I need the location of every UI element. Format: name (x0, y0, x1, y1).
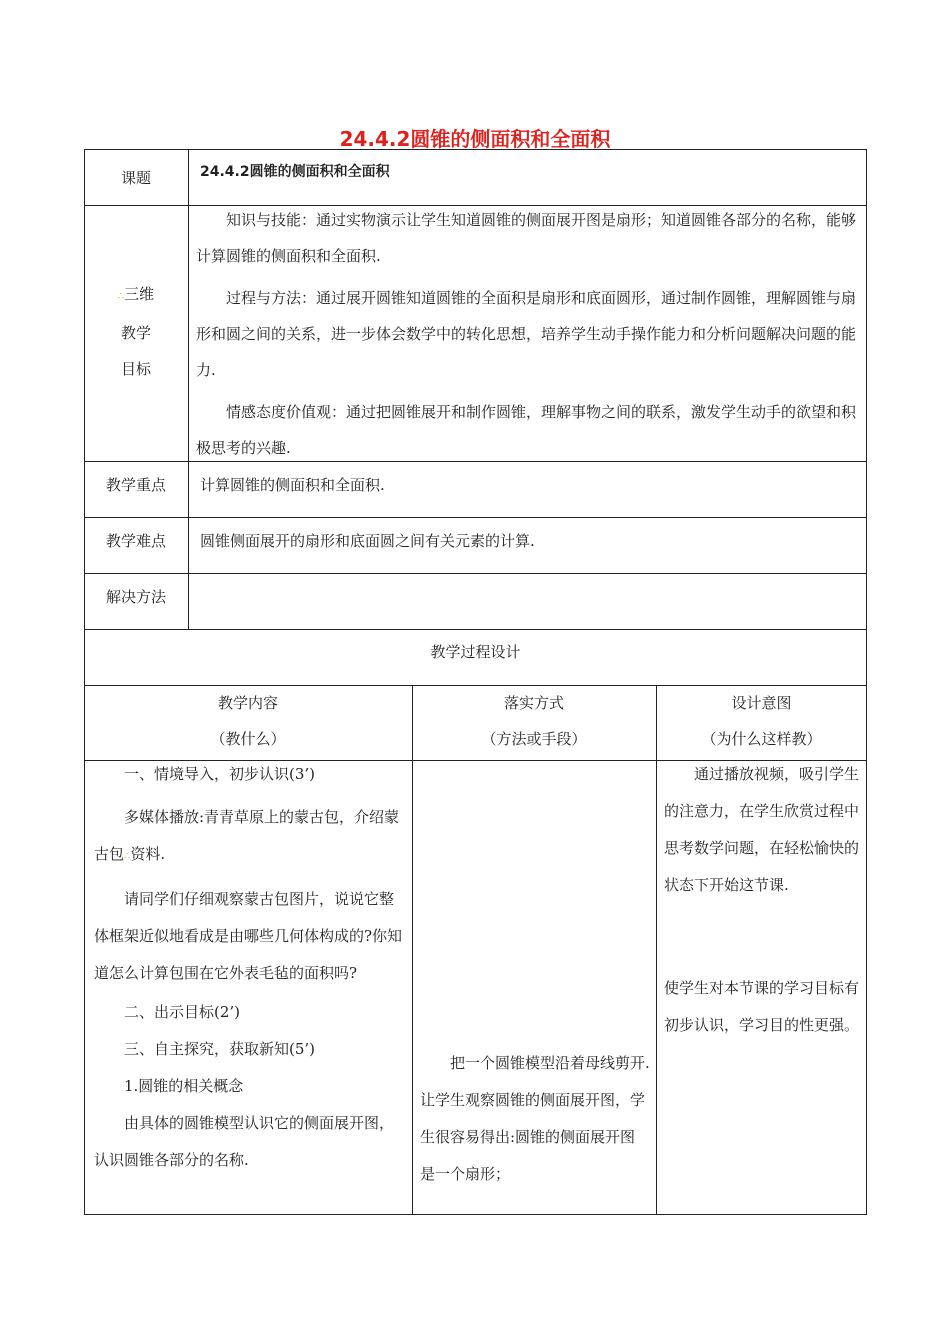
key-point-label: 教学重点 (105, 475, 166, 494)
goals-label (84, 276, 188, 387)
goals-label-line: 教学 (120, 324, 151, 342)
header-content-main: 教学内容 (217, 694, 278, 712)
intent-paragraph: 使学生对本节课的学习目标有初步认识，学习目的性更强。 (664, 979, 860, 1034)
header-content (84, 681, 412, 757)
difficulty-value: 圆锥侧面展开的扇形和底面圆之间有关元素的计算. (200, 531, 535, 550)
content-paragraph: 1.圆锥的相关概念 (124, 1077, 244, 1095)
intent-column (664, 756, 860, 1044)
key-point-value: 计算圆锥的侧面积和全面积. (200, 475, 385, 494)
header-method-main: 落实方式 (503, 694, 564, 712)
header-intent-main: 设计意图 (731, 694, 792, 712)
method-paragraph: 把一个圆锥模型沿着母线剪开.让学生观察圆锥的侧面展开图，学生很容易得出:圆锥的侧面展开图是一个扇形； (420, 1054, 650, 1183)
intent-paragraph: 通过播放视频，吸引学生的注意力，在学生欣赏过程中思考数学问题，在轻松愉快的状态下开始这节课. (664, 765, 860, 894)
lesson-content-column (94, 756, 406, 1179)
goal-attitude: 情感态度价值观：通过把圆锥展开和制作圆锥，理解事物之间的联系，激发学生动手的欲望和积极思考的兴趣. (196, 403, 857, 457)
topic-value: 24.4.2圆锥的侧面积和全面积 (200, 164, 390, 180)
header-intent (656, 681, 867, 757)
process-title: 教学过程设计 (430, 642, 521, 661)
goals-label-line: 三维 (124, 285, 155, 303)
column-divider (412, 685, 413, 1215)
header-intent-sub: （为什么这样教） (701, 730, 822, 748)
content-paragraph: 三、自主探究，获取新知(5’) (124, 1040, 316, 1058)
header-method (412, 681, 656, 757)
content-paragraph (94, 799, 406, 875)
header-content-sub: （教什么） (210, 730, 286, 748)
document-title: 24.4.2圆锥的侧面积和全面积 (339, 127, 611, 151)
goal-knowledge: 知识与技能：通过实物演示让学生知道圆锥的侧面展开图是扇形；知道圆锥各部分的名称，能够计算圆锥的侧面积和全面积. (196, 211, 857, 265)
goals-label-line: 目标 (120, 360, 151, 378)
method-label: 解决方法 (105, 587, 166, 606)
edit-mark-icon: ∴ (124, 851, 131, 862)
content-paragraph: 请同学们仔细观察蒙古包图片，说说它整体框架近似地看成是由哪些几何体构成的?你知道怎么计算包围在它外表毛毡的面积吗? (94, 890, 403, 982)
column-divider (656, 685, 657, 1215)
edit-mark-icon: ∴ (117, 291, 125, 302)
method-column (420, 1045, 650, 1193)
content-text: 多媒体播放:青青草原上的蒙古包，介绍蒙古包 (94, 808, 400, 863)
method-value (188, 573, 867, 619)
content-paragraph: 由具体的圆锥模型认识它的侧面展开图，认识圆锥各部分的名称. (94, 1114, 395, 1169)
content-paragraph: 一、情境导入，初步认识(3’) (124, 765, 316, 783)
content-text: 资料. (130, 845, 166, 863)
content-paragraph: 二、出示目标(2’) (124, 1003, 241, 1021)
goals-content (196, 202, 860, 466)
header-method-sub: （方法或手段） (481, 730, 587, 748)
difficulty-label: 教学难点 (105, 531, 166, 550)
goal-process: 过程与方法：通过展开圆锥知道圆锥的全面积是扇形和底面圆形，通过制作圆锥，理解圆锥与扇形和圆之间的关系，进一步体会数学中的转化思想，培养学生动手操作能力和分析问题解决问题的能力. (196, 289, 857, 379)
topic-label: 课题 (120, 168, 151, 187)
